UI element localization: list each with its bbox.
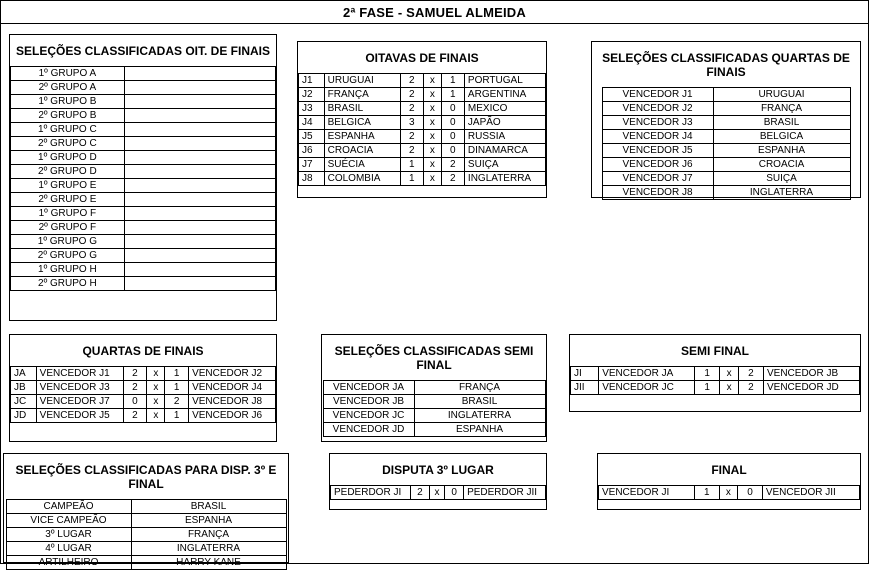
score-separator: x bbox=[429, 486, 444, 500]
away-team: MEXICO bbox=[464, 102, 545, 116]
away-score: 2 bbox=[738, 367, 763, 381]
score-separator: x bbox=[720, 381, 739, 395]
table-row bbox=[571, 367, 860, 381]
table-row bbox=[6, 556, 286, 570]
away-team: ARGENTINA bbox=[464, 88, 545, 102]
table-row bbox=[299, 88, 546, 102]
score-separator: x bbox=[423, 144, 441, 158]
row-label: VENCEDOR J7 bbox=[602, 172, 713, 186]
row-label: ARTILHEIRO bbox=[6, 556, 131, 570]
panel-title: OITAVAS DE FINAIS bbox=[365, 51, 479, 65]
row-value: URUGUAI bbox=[713, 88, 850, 102]
table-row bbox=[11, 81, 276, 95]
table-final bbox=[598, 485, 860, 500]
row-value bbox=[124, 207, 275, 221]
away-score: 2 bbox=[441, 158, 464, 172]
table-row bbox=[602, 158, 850, 172]
table-row bbox=[11, 165, 276, 179]
table-row bbox=[299, 102, 546, 116]
row-label: VENCEDOR J2 bbox=[602, 102, 713, 116]
row-value bbox=[124, 123, 275, 137]
table-row bbox=[11, 179, 276, 193]
away-team: VENCEDOR J4 bbox=[189, 381, 276, 395]
away-team: PORTUGAL bbox=[464, 74, 545, 88]
row-label: 1º GRUPO E bbox=[11, 179, 125, 193]
row-label: 2º GRUPO H bbox=[11, 277, 125, 291]
table-row bbox=[571, 381, 860, 395]
row-value: CROACIA bbox=[713, 158, 850, 172]
row-value bbox=[124, 165, 275, 179]
panel-oitavas-classificadas bbox=[9, 34, 277, 321]
table-row bbox=[11, 151, 276, 165]
table-row bbox=[6, 528, 286, 542]
table-row bbox=[299, 130, 546, 144]
row-label: 2º GRUPO D bbox=[11, 165, 125, 179]
row-value: BRASIL bbox=[414, 395, 545, 409]
away-score: 0 bbox=[441, 144, 464, 158]
home-score: 1 bbox=[400, 172, 423, 186]
row-value bbox=[124, 151, 275, 165]
row-label: 1º GRUPO H bbox=[11, 263, 125, 277]
away-score: 0 bbox=[441, 102, 464, 116]
home-team: VENCEDOR J3 bbox=[36, 381, 123, 395]
table-row bbox=[11, 381, 276, 395]
away-score: 1 bbox=[441, 88, 464, 102]
row-label: 1º GRUPO D bbox=[11, 151, 125, 165]
away-score: 0 bbox=[445, 486, 464, 500]
panel-quartas-classificadas bbox=[591, 41, 861, 198]
match-code: JII bbox=[571, 381, 599, 395]
match-code: JB bbox=[11, 381, 37, 395]
away-team: VENCEDOR JB bbox=[763, 367, 859, 381]
row-value bbox=[124, 109, 275, 123]
row-label: VENCEDOR J4 bbox=[602, 130, 713, 144]
away-score: 2 bbox=[441, 172, 464, 186]
table-row bbox=[299, 144, 546, 158]
score-separator: x bbox=[423, 130, 441, 144]
away-score: 0 bbox=[441, 116, 464, 130]
row-label: 1º GRUPO F bbox=[11, 207, 125, 221]
row-value: FRANÇA bbox=[131, 528, 286, 542]
row-value: INGLATERRA bbox=[713, 186, 850, 200]
away-team: INGLATERRA bbox=[464, 172, 545, 186]
panel-semi-final bbox=[569, 334, 861, 412]
away-team: SUIÇA bbox=[464, 158, 545, 172]
home-score: 2 bbox=[400, 102, 423, 116]
home-score: 2 bbox=[123, 367, 147, 381]
page-title: 2ª FASE - SAMUEL ALMEIDA bbox=[1, 1, 868, 24]
row-label: VENCEDOR JA bbox=[323, 381, 414, 395]
score-separator: x bbox=[147, 381, 165, 395]
away-score: 1 bbox=[165, 409, 189, 423]
row-value: INGLATERRA bbox=[131, 542, 286, 556]
away-score: 1 bbox=[165, 367, 189, 381]
table-classificadas-disputa-final bbox=[6, 499, 287, 570]
home-team: CROACIA bbox=[324, 144, 400, 158]
match-code: J7 bbox=[299, 158, 325, 172]
away-team: VENCEDOR JII bbox=[762, 486, 859, 500]
table-row bbox=[11, 367, 276, 381]
row-label: VENCEDOR J5 bbox=[602, 144, 713, 158]
panel-title: SEMI FINAL bbox=[681, 344, 749, 358]
score-separator: x bbox=[423, 88, 441, 102]
score-separator: x bbox=[423, 158, 441, 172]
row-value bbox=[124, 249, 275, 263]
match-code: JA bbox=[11, 367, 37, 381]
row-value: ESPANHA bbox=[414, 423, 545, 437]
panel-title: SELEÇÕES CLASSIFICADAS OIT. DE FINAIS bbox=[15, 44, 271, 58]
score-separator: x bbox=[147, 409, 165, 423]
row-value bbox=[124, 263, 275, 277]
home-score: 2 bbox=[400, 144, 423, 158]
home-score: 1 bbox=[695, 381, 720, 395]
home-team: ESPANHA bbox=[324, 130, 400, 144]
away-team: VENCEDOR J8 bbox=[189, 395, 276, 409]
table-row bbox=[602, 116, 850, 130]
table-row bbox=[11, 109, 276, 123]
home-score: 2 bbox=[400, 88, 423, 102]
match-code: J8 bbox=[299, 172, 325, 186]
table-row bbox=[11, 263, 276, 277]
table-row bbox=[299, 74, 546, 88]
row-value bbox=[124, 221, 275, 235]
row-value: HARRY KANE bbox=[131, 556, 286, 570]
home-score: 1 bbox=[400, 158, 423, 172]
row-label: 2º GRUPO A bbox=[11, 81, 125, 95]
home-score: 1 bbox=[695, 367, 720, 381]
row-label: 2º GRUPO F bbox=[11, 221, 125, 235]
table-row bbox=[299, 158, 546, 172]
row-value bbox=[124, 81, 275, 95]
table-row bbox=[6, 514, 286, 528]
panel-quartas-de-finais bbox=[9, 334, 277, 442]
row-value bbox=[124, 67, 275, 81]
row-value: FRANÇA bbox=[713, 102, 850, 116]
away-team: VENCEDOR JD bbox=[763, 381, 859, 395]
table-row bbox=[11, 277, 276, 291]
table-row bbox=[11, 193, 276, 207]
row-value: SUIÇA bbox=[713, 172, 850, 186]
away-team: VENCEDOR J2 bbox=[189, 367, 276, 381]
home-score: 2 bbox=[400, 74, 423, 88]
home-team: VENCEDOR JC bbox=[599, 381, 695, 395]
table-row bbox=[11, 137, 276, 151]
row-label: VENCEDOR JB bbox=[323, 395, 414, 409]
home-team: BRASIL bbox=[324, 102, 400, 116]
score-separator: x bbox=[720, 367, 739, 381]
table-row bbox=[6, 500, 286, 514]
row-value bbox=[124, 193, 275, 207]
home-team: VENCEDOR J1 bbox=[36, 367, 123, 381]
table-row bbox=[323, 409, 545, 423]
row-label: VENCEDOR JC bbox=[323, 409, 414, 423]
away-team: RUSSIA bbox=[464, 130, 545, 144]
table-row bbox=[299, 116, 546, 130]
away-score: 1 bbox=[441, 74, 464, 88]
home-team: BELGICA bbox=[324, 116, 400, 130]
home-score: 0 bbox=[123, 395, 147, 409]
table-row bbox=[323, 395, 545, 409]
table-row bbox=[323, 423, 545, 437]
row-value: FRANÇA bbox=[414, 381, 545, 395]
away-team: VENCEDOR J6 bbox=[189, 409, 276, 423]
row-label: VENCEDOR JD bbox=[323, 423, 414, 437]
panel-title: SELEÇÕES CLASSIFICADAS QUARTAS DE FINAIS bbox=[602, 51, 850, 79]
row-label: 3º LUGAR bbox=[6, 528, 131, 542]
row-label: VENCEDOR J6 bbox=[602, 158, 713, 172]
panel-title: DISPUTA 3º LUGAR bbox=[382, 463, 494, 477]
match-code: J4 bbox=[299, 116, 325, 130]
table-semi-classificadas bbox=[323, 380, 546, 437]
table-row bbox=[602, 172, 850, 186]
panel-title: FINAL bbox=[711, 463, 747, 477]
table-disputa-terceiro bbox=[330, 485, 546, 500]
row-label: VENCEDOR J3 bbox=[602, 116, 713, 130]
panel-title: SELEÇÕES CLASSIFICADAS SEMI FINAL bbox=[334, 344, 534, 372]
match-code: J3 bbox=[299, 102, 325, 116]
table-row bbox=[11, 67, 276, 81]
away-score: 0 bbox=[441, 130, 464, 144]
home-score: 2 bbox=[411, 486, 430, 500]
home-team: PEDERDOR JI bbox=[331, 486, 411, 500]
table-oitavas bbox=[298, 73, 546, 186]
table-row bbox=[11, 95, 276, 109]
score-separator: x bbox=[719, 486, 738, 500]
match-code: J1 bbox=[299, 74, 325, 88]
table-quartas bbox=[10, 366, 276, 423]
table-row bbox=[11, 249, 276, 263]
row-label: VENCEDOR J1 bbox=[602, 88, 713, 102]
row-value bbox=[124, 235, 275, 249]
home-team: VENCEDOR J5 bbox=[36, 409, 123, 423]
home-team: VENCEDOR JA bbox=[599, 367, 695, 381]
match-code: J2 bbox=[299, 88, 325, 102]
row-value: INGLATERRA bbox=[414, 409, 545, 423]
row-label: 1º GRUPO C bbox=[11, 123, 125, 137]
panel-disputa-terceiro-lugar bbox=[329, 453, 547, 510]
home-team: FRANÇA bbox=[324, 88, 400, 102]
home-team: URUGUAI bbox=[324, 74, 400, 88]
row-value bbox=[124, 179, 275, 193]
row-label: CAMPEÃO bbox=[6, 500, 131, 514]
score-separator: x bbox=[423, 172, 441, 186]
row-value: ESPANHA bbox=[713, 144, 850, 158]
table-row bbox=[11, 395, 276, 409]
table-row bbox=[11, 409, 276, 423]
table-quartas-classificadas bbox=[602, 87, 851, 200]
row-label: 1º GRUPO G bbox=[11, 235, 125, 249]
row-label: 2º GRUPO E bbox=[11, 193, 125, 207]
row-label: 4º LUGAR bbox=[6, 542, 131, 556]
panel-classificadas-disputa-final bbox=[3, 453, 289, 568]
row-label: VICE CAMPEÃO bbox=[6, 514, 131, 528]
home-score: 1 bbox=[695, 486, 720, 500]
home-team: SUÉCIA bbox=[324, 158, 400, 172]
table-row bbox=[602, 88, 850, 102]
table-row bbox=[6, 542, 286, 556]
match-code: J5 bbox=[299, 130, 325, 144]
home-score: 2 bbox=[123, 409, 147, 423]
score-separator: x bbox=[423, 74, 441, 88]
table-row bbox=[602, 130, 850, 144]
match-code: JD bbox=[11, 409, 37, 423]
table-row bbox=[11, 123, 276, 137]
table-row bbox=[602, 186, 850, 200]
table-row bbox=[299, 172, 546, 186]
row-label: VENCEDOR J8 bbox=[602, 186, 713, 200]
table-row bbox=[602, 144, 850, 158]
away-score: 0 bbox=[738, 486, 763, 500]
score-separator: x bbox=[423, 102, 441, 116]
away-score: 1 bbox=[165, 381, 189, 395]
table-row bbox=[602, 102, 850, 116]
table-semi-final bbox=[570, 366, 860, 395]
away-score: 2 bbox=[165, 395, 189, 409]
match-code: JI bbox=[571, 367, 599, 381]
row-value: BELGICA bbox=[713, 130, 850, 144]
away-team: PEDERDOR JII bbox=[464, 486, 546, 500]
match-code: J6 bbox=[299, 144, 325, 158]
table-row bbox=[11, 235, 276, 249]
row-label: 1º GRUPO B bbox=[11, 95, 125, 109]
row-value: BRASIL bbox=[713, 116, 850, 130]
score-separator: x bbox=[147, 395, 165, 409]
row-value bbox=[124, 95, 275, 109]
home-team: VENCEDOR JI bbox=[599, 486, 695, 500]
table-row bbox=[11, 221, 276, 235]
row-label: 2º GRUPO G bbox=[11, 249, 125, 263]
score-separator: x bbox=[423, 116, 441, 130]
away-team: DINAMARCA bbox=[464, 144, 545, 158]
panel-title: SELEÇÕES CLASSIFICADAS PARA DISP. 3º E FINAL bbox=[15, 463, 277, 491]
home-score: 3 bbox=[400, 116, 423, 130]
panel-final bbox=[597, 453, 861, 510]
home-team: VENCEDOR J7 bbox=[36, 395, 123, 409]
row-label: 2º GRUPO B bbox=[11, 109, 125, 123]
table-oitavas-classificadas bbox=[10, 66, 276, 291]
score-separator: x bbox=[147, 367, 165, 381]
row-label: 1º GRUPO A bbox=[11, 67, 125, 81]
away-team: JAPÃO bbox=[464, 116, 545, 130]
table-row bbox=[323, 381, 545, 395]
row-label: 2º GRUPO C bbox=[11, 137, 125, 151]
panel-semi-classificadas bbox=[321, 334, 547, 442]
home-score: 2 bbox=[400, 130, 423, 144]
panel-oitavas-de-finais bbox=[297, 41, 547, 198]
match-code: JC bbox=[11, 395, 37, 409]
away-score: 2 bbox=[738, 381, 763, 395]
row-value bbox=[124, 277, 275, 291]
row-value: ESPANHA bbox=[131, 514, 286, 528]
row-value: BRASIL bbox=[131, 500, 286, 514]
panel-title: QUARTAS DE FINAIS bbox=[82, 344, 204, 358]
table-row bbox=[599, 486, 860, 500]
home-team: COLOMBIA bbox=[324, 172, 400, 186]
home-score: 2 bbox=[123, 381, 147, 395]
table-row bbox=[331, 486, 546, 500]
row-value bbox=[124, 137, 275, 151]
table-row bbox=[11, 207, 276, 221]
